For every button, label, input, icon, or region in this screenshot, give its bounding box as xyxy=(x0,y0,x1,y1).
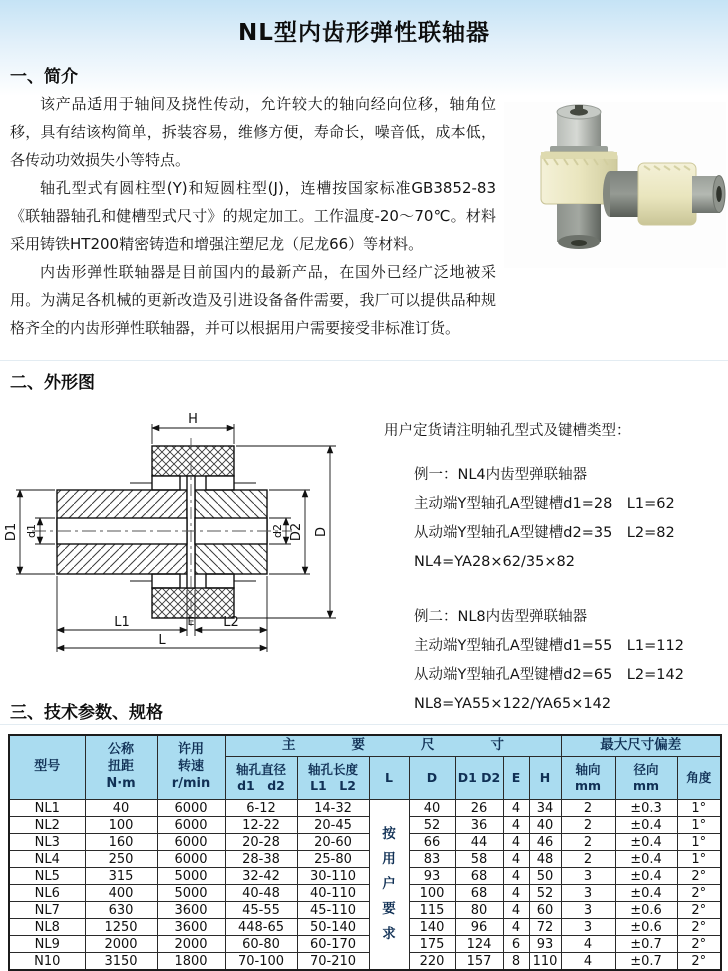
table-cell: 4 xyxy=(503,817,529,834)
table-cell: 6-12 xyxy=(225,800,297,817)
example-line: 从动端Y型轴孔A型键槽d2=35 L2=82 xyxy=(414,525,675,541)
table-cell: 50 xyxy=(529,868,561,885)
example-line: 例二：NL8内齿型弹联轴器 xyxy=(414,609,588,625)
intro-paragraph: 该产品适用于轴间及挠性传动，允许较大的轴向经向位移，轴角位移，具有结该构简单，拆装容易，维修方便，寿命长，噪音低，成本低，各传动功效损失小等特点。 xyxy=(10,95,496,169)
table-cell: 2000 xyxy=(85,936,157,953)
table-row xyxy=(9,868,721,885)
table-cell: 52 xyxy=(409,817,455,834)
table-cell: 93 xyxy=(409,868,455,885)
table-cell: 2° xyxy=(677,885,721,902)
table-row xyxy=(9,834,721,851)
table-cell: 48 xyxy=(529,851,561,868)
col-header-l: L xyxy=(369,757,409,800)
table-cell: ±0.4 xyxy=(615,834,677,851)
table-cell: NL2 xyxy=(9,817,85,834)
table-cell: 60-170 xyxy=(297,936,369,953)
col-header-radial xyxy=(615,757,677,800)
table-cell: 4 xyxy=(503,800,529,817)
dim-label-d1: d1 xyxy=(25,524,38,538)
table-cell: ±0.4 xyxy=(615,817,677,834)
dim-label-dcap: D xyxy=(314,526,329,538)
table-cell: 52 xyxy=(529,885,561,902)
header-line: mm xyxy=(632,778,660,793)
table-cell: ±0.7 xyxy=(615,936,677,953)
table-cell: 6000 xyxy=(157,851,225,868)
table-cell: 1250 xyxy=(85,919,157,936)
example-line: 主动端Y型轴孔A型键槽d1=28 L1=62 xyxy=(414,496,675,512)
table-cell: 25-80 xyxy=(297,851,369,868)
dim-label-l: L xyxy=(158,633,166,648)
ordering-note: 用户定货请注明轴孔型式及键槽类型： xyxy=(384,423,631,439)
table-cell: 93 xyxy=(529,936,561,953)
table-cell: 3150 xyxy=(85,953,157,971)
table-cell: 4 xyxy=(503,919,529,936)
col-header-bore-len xyxy=(297,757,369,800)
section-heading-specs: 三、技术参数、规格 xyxy=(10,703,163,723)
table-cell: NL8 xyxy=(9,919,85,936)
col-header-h: H xyxy=(529,757,561,800)
table-cell: 60 xyxy=(529,902,561,919)
dim-label-l1: L1 xyxy=(114,615,130,630)
col-header-d: D xyxy=(409,757,455,800)
table-cell: 40 xyxy=(409,800,455,817)
table-row xyxy=(9,817,721,834)
table-cell: 157 xyxy=(455,953,503,971)
dim-label-d2: d2 xyxy=(271,524,284,538)
table-row xyxy=(9,936,721,953)
header-line: d1 d2 xyxy=(237,778,285,793)
table-cell: 4 xyxy=(503,851,529,868)
table-cell: NL7 xyxy=(9,902,85,919)
table-cell: 2 xyxy=(561,834,615,851)
order-example-2 xyxy=(384,603,724,719)
table-cell: 3600 xyxy=(157,902,225,919)
table-cell: 4 xyxy=(503,868,529,885)
table-cell: 5000 xyxy=(157,885,225,902)
table-cell: 3600 xyxy=(157,919,225,936)
table-cell: 140 xyxy=(409,919,455,936)
table-cell: 44 xyxy=(455,834,503,851)
table-cell: ±0.7 xyxy=(615,953,677,971)
table-cell: 110 xyxy=(529,953,561,971)
table-cell: 32-42 xyxy=(225,868,297,885)
col-header-d1d2: D1 D2 xyxy=(455,757,503,800)
group-header-deviation: 最大尺寸偏差 xyxy=(561,735,721,757)
section-heading-outline: 二、外形图 xyxy=(10,373,95,393)
table-cell: 250 xyxy=(85,851,157,868)
example-line: NL4=YA28×62/35×82 xyxy=(414,554,575,570)
table-cell: 2° xyxy=(677,919,721,936)
table-row xyxy=(9,953,721,971)
table-row xyxy=(9,919,721,936)
table-cell: 26 xyxy=(455,800,503,817)
section-heading-intro: 一、简介 xyxy=(10,67,78,87)
table-cell: 3 xyxy=(561,868,615,885)
table-cell: 4 xyxy=(503,885,529,902)
table-cell: 96 xyxy=(455,919,503,936)
table-cell: 6000 xyxy=(157,800,225,817)
table-cell: ±0.6 xyxy=(615,902,677,919)
table-cell: 124 xyxy=(455,936,503,953)
col-header-bore-dia xyxy=(225,757,297,800)
intro-paragraph: 内齿形弹性联轴器是目前国内的最新产品，在国外已经广泛地被采用。为满足各机械的更新改造及引进设备备件需要，我厂可以提供品种规格齐全的内齿形弹性联轴器，并可以根据用户需要接受非标准订货。 xyxy=(10,263,496,337)
table-cell: 28-38 xyxy=(225,851,297,868)
table-cell: N10 xyxy=(9,953,85,971)
header-line: L1 L2 xyxy=(310,778,356,793)
table-cell: 72 xyxy=(529,919,561,936)
table-cell: 2° xyxy=(677,936,721,953)
table-cell: 448-65 xyxy=(225,919,297,936)
table-cell: ±0.3 xyxy=(615,800,677,817)
table-cell: 60-80 xyxy=(225,936,297,953)
table-cell: 40 xyxy=(85,800,157,817)
table-cell: 2° xyxy=(677,868,721,885)
table-cell: 58 xyxy=(455,851,503,868)
table-cell: 1° xyxy=(677,851,721,868)
table-cell: 40-110 xyxy=(297,885,369,902)
table-cell: 40 xyxy=(529,817,561,834)
table-cell: 8 xyxy=(503,953,529,971)
table-cell: 36 xyxy=(455,817,503,834)
header-line: 转速 xyxy=(177,759,204,775)
table-cell: 115 xyxy=(409,902,455,919)
table-cell: 70-100 xyxy=(225,953,297,971)
table-cell: 83 xyxy=(409,851,455,868)
outline-drawing xyxy=(2,396,380,696)
table-cell: 20-28 xyxy=(225,834,297,851)
table-cell: 175 xyxy=(409,936,455,953)
table-cell: 6000 xyxy=(157,817,225,834)
specs-table-body xyxy=(9,800,721,971)
table-cell: 3 xyxy=(561,902,615,919)
dim-label-l2: L2 xyxy=(223,615,239,630)
section-divider xyxy=(0,360,728,361)
l-column-cell: 按 用 户 要 求 xyxy=(369,800,409,971)
table-cell: 4 xyxy=(503,902,529,919)
table-cell: 20-60 xyxy=(297,834,369,851)
table-cell: 6 xyxy=(503,936,529,953)
col-header-axial xyxy=(561,757,615,800)
table-cell: NL6 xyxy=(9,885,85,902)
table-cell: 4 xyxy=(561,953,615,971)
header-line: N·m xyxy=(106,775,136,791)
example-line: NL8=YA55×122/YA65×142 xyxy=(414,696,612,712)
table-cell: 68 xyxy=(455,868,503,885)
table-cell: 6000 xyxy=(157,834,225,851)
example-line: 例一：NL4内齿型弹联轴器 xyxy=(414,467,588,483)
outline-drawing-graphic xyxy=(2,396,380,692)
table-cell: 70-210 xyxy=(297,953,369,971)
table-cell: 2 xyxy=(561,817,615,834)
group-header-main-dims: 主 要 尺 寸 xyxy=(225,735,561,757)
table-cell: NL9 xyxy=(9,936,85,953)
header-line: 许用 xyxy=(177,742,204,758)
table-cell: 2° xyxy=(677,953,721,971)
col-header-angle: 角度 xyxy=(677,757,721,800)
table-cell: 12-22 xyxy=(225,817,297,834)
table-cell: 68 xyxy=(455,885,503,902)
intro-paragraphs xyxy=(10,90,496,342)
table-cell: 66 xyxy=(409,834,455,851)
dim-label-e: E xyxy=(187,615,195,628)
table-cell: ±0.4 xyxy=(615,851,677,868)
col-header-torque xyxy=(85,735,157,800)
specs-table xyxy=(8,734,722,971)
table-cell: 40-48 xyxy=(225,885,297,902)
table-cell: 80 xyxy=(455,902,503,919)
header-line: mm xyxy=(574,778,602,793)
table-cell: NL4 xyxy=(9,851,85,868)
dim-label-d2cap: D2 xyxy=(289,522,304,542)
table-row xyxy=(9,902,721,919)
table-cell: 1° xyxy=(677,800,721,817)
example-line: 从动端Y型轴孔A型键槽d2=65 L2=142 xyxy=(414,667,684,683)
table-cell: 100 xyxy=(85,817,157,834)
intro-paragraph: 轴孔型式有圆柱型(Y)和短圆柱型(J)，连槽按国家标准GB3852-83《联轴器轴孔和健槽型式尺寸》的规定加工。工作温度-20～70℃。材料采用铸铁HT200精密铸造和增强注塑尼龙（尼龙66）等材料。 xyxy=(10,179,496,253)
table-cell: 400 xyxy=(85,885,157,902)
product-photo xyxy=(504,102,726,268)
header-line: 轴孔直径 xyxy=(235,761,286,777)
page-title: NL型内齿形弹性联轴器 xyxy=(238,20,490,46)
table-cell: 220 xyxy=(409,953,455,971)
table-row xyxy=(9,800,721,817)
ordering-notes xyxy=(384,418,724,719)
table-cell: 2 xyxy=(561,851,615,868)
header-row-1 xyxy=(9,735,721,757)
table-cell: 3 xyxy=(561,919,615,936)
table-row xyxy=(9,851,721,868)
table-cell: 630 xyxy=(85,902,157,919)
header-line: 公称 xyxy=(107,742,134,758)
table-cell: NL5 xyxy=(9,868,85,885)
table-row xyxy=(9,885,721,902)
table-cell: 2 xyxy=(561,800,615,817)
table-cell: NL1 xyxy=(9,800,85,817)
table-cell: 1800 xyxy=(157,953,225,971)
header-line: 轴向 xyxy=(575,761,601,777)
table-cell: 20-45 xyxy=(297,817,369,834)
table-cell: 1° xyxy=(677,834,721,851)
table-cell: 34 xyxy=(529,800,561,817)
table-cell: 4 xyxy=(503,834,529,851)
table-cell: ±0.4 xyxy=(615,885,677,902)
table-cell: 2000 xyxy=(157,936,225,953)
table-cell: 4 xyxy=(561,936,615,953)
col-header-model: 型号 xyxy=(9,735,85,800)
table-cell: 45-110 xyxy=(297,902,369,919)
table-cell: ±0.6 xyxy=(615,919,677,936)
col-header-speed xyxy=(157,735,225,800)
header-line: 扭距 xyxy=(107,759,134,775)
table-cell: 5000 xyxy=(157,868,225,885)
order-example-1 xyxy=(384,461,724,577)
table-cell: 2° xyxy=(677,902,721,919)
table-cell: 3 xyxy=(561,885,615,902)
table-cell: 45-55 xyxy=(225,902,297,919)
table-cell: 315 xyxy=(85,868,157,885)
table-cell: 100 xyxy=(409,885,455,902)
table-cell: 1° xyxy=(677,817,721,834)
table-cell: 160 xyxy=(85,834,157,851)
table-cell: NL3 xyxy=(9,834,85,851)
header-line: r/min xyxy=(171,775,211,791)
table-cell: ±0.4 xyxy=(615,868,677,885)
example-line: 主动端Y型轴孔A型键槽d1=55 L1=112 xyxy=(414,638,684,654)
dim-label-h: H xyxy=(188,412,198,427)
dim-label-d1cap: D1 xyxy=(4,522,19,542)
table-cell: 50-140 xyxy=(297,919,369,936)
col-header-e: E xyxy=(503,757,529,800)
header-line: 轴孔长度 xyxy=(307,761,358,777)
section-divider xyxy=(0,724,728,725)
table-cell: 30-110 xyxy=(297,868,369,885)
header-line: 径向 xyxy=(633,761,659,777)
table-cell: 46 xyxy=(529,834,561,851)
coupling-photo-graphic xyxy=(504,102,726,268)
table-cell: 14-32 xyxy=(297,800,369,817)
